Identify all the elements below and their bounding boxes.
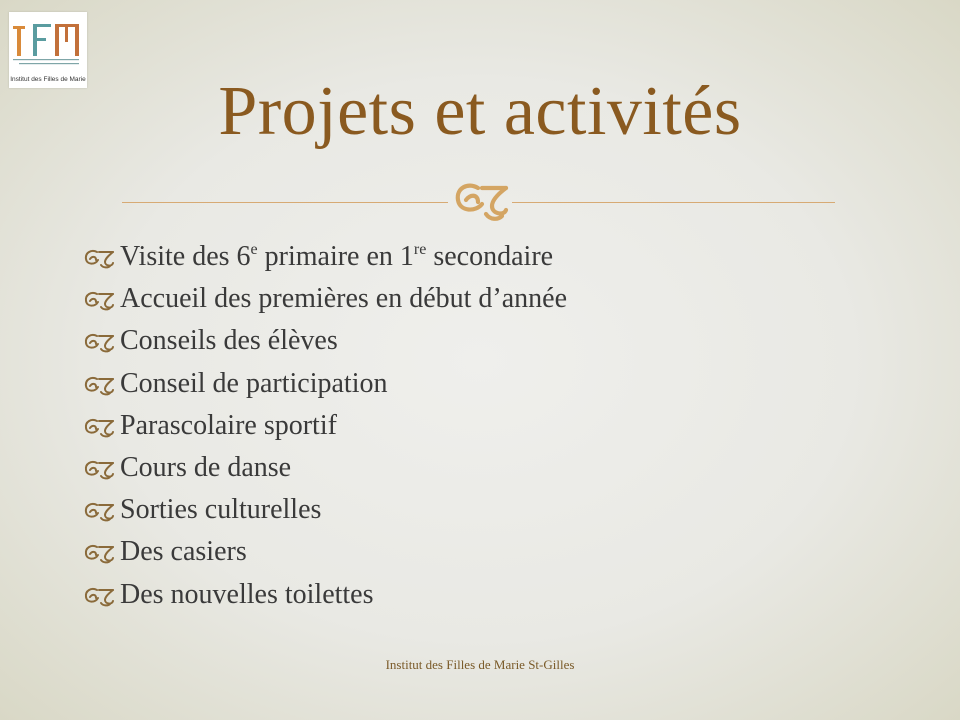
list-item [82, 489, 567, 531]
list-item [82, 531, 567, 573]
bullet-text: Conseil de participation [120, 367, 388, 399]
ornamental-bullet-icon [82, 245, 118, 269]
ornamental-flourish-icon [448, 174, 512, 224]
list-item [82, 447, 567, 489]
bullet-text: Des casiers [120, 536, 247, 568]
bullet-text: Visite des 6e primaire en 1re secondaire [120, 241, 554, 273]
divider-right [512, 202, 835, 203]
bullet-text: Conseils des élèves [120, 325, 338, 357]
slide-title: Projets et activités [218, 73, 742, 150]
bullet-text: Cours de danse [120, 452, 292, 484]
divider-left [122, 202, 448, 203]
ornamental-bullet-icon [82, 498, 118, 522]
bullet-text: Des nouvelles toilettes [120, 578, 374, 610]
logo-caption: Institut des Filles de Marie [10, 76, 86, 83]
bullet-text: Accueil des premières en début d’année [120, 283, 568, 315]
ornamental-bullet-icon [82, 583, 118, 607]
list-item [82, 574, 567, 616]
footer-text: Institut des Filles de Marie St-Gilles [385, 657, 575, 672]
ornamental-bullet-icon [82, 372, 118, 396]
list-item [82, 236, 567, 278]
ornamental-bullet-icon [82, 456, 118, 480]
list-item [82, 320, 567, 362]
ornamental-bullet-icon [82, 329, 118, 353]
list-item [82, 363, 567, 405]
bullet-text: Sorties culturelles [120, 494, 322, 526]
list-item [82, 405, 567, 447]
ifm-logo-icon [9, 12, 87, 76]
bullet-list [82, 236, 567, 616]
ornamental-bullet-icon [82, 414, 118, 438]
bullet-text: Parascolaire sportif [120, 409, 337, 441]
ornamental-bullet-icon [82, 540, 118, 564]
list-item [82, 278, 567, 320]
ornamental-bullet-icon [82, 287, 118, 311]
